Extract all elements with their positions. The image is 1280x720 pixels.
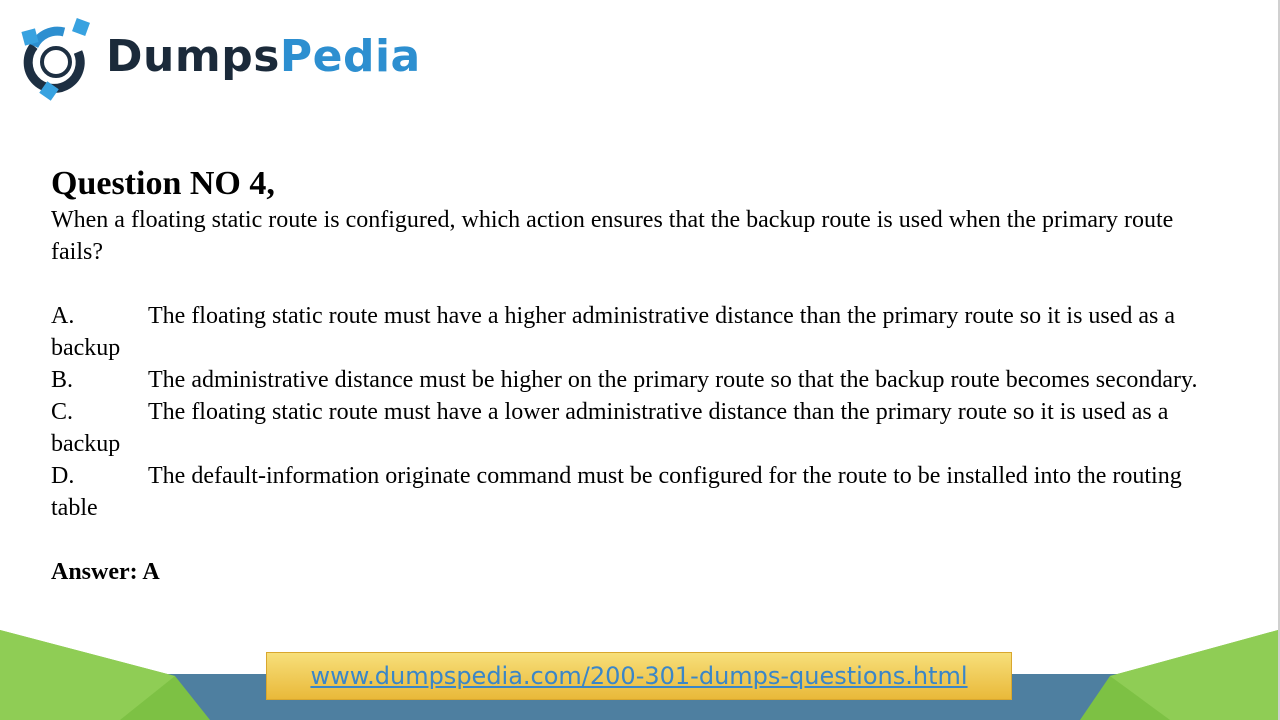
logo-wordmark bbox=[106, 31, 421, 82]
option-letter: B. bbox=[51, 367, 74, 393]
logo-mark-icon bbox=[20, 18, 92, 102]
dumpspedia-logo[interactable] bbox=[20, 18, 421, 102]
option-letter: D. bbox=[51, 463, 75, 489]
logo-word-pedia: Pedia bbox=[279, 30, 421, 82]
option-letter: A. bbox=[51, 303, 75, 329]
answer-label: Answer: A bbox=[51, 559, 160, 585]
url-banner bbox=[266, 652, 1012, 700]
option-text: The administrative distance must be higher on the primary route so that the backup route becomes secondary. bbox=[148, 367, 1198, 393]
answer-options bbox=[51, 300, 1231, 524]
option-a bbox=[51, 300, 1231, 364]
option-b bbox=[51, 364, 1231, 396]
option-text: The floating static route must have a higher administrative distance than the primary route so it is used as a backup bbox=[51, 303, 1176, 361]
option-letter: C. bbox=[51, 399, 74, 425]
question-content bbox=[51, 164, 1231, 588]
option-c bbox=[51, 396, 1231, 460]
option-text: The floating static route must have a lower administrative distance than the primary route so it is used as a backup bbox=[51, 399, 1169, 457]
question-text: When a floating static route is configured, which action ensures that the backup route is used when the primary route fails? bbox=[51, 207, 1174, 265]
logo-word-dumps: Dumps bbox=[106, 30, 280, 82]
option-text: The default-information originate command must be configured for the route to be installed into the routing table bbox=[51, 463, 1182, 521]
option-d bbox=[51, 460, 1231, 524]
footer-url-link[interactable]: www.dumpspedia.com/200-301-dumps-questions.html bbox=[310, 662, 968, 690]
question-title: Question NO 4, bbox=[51, 165, 275, 202]
